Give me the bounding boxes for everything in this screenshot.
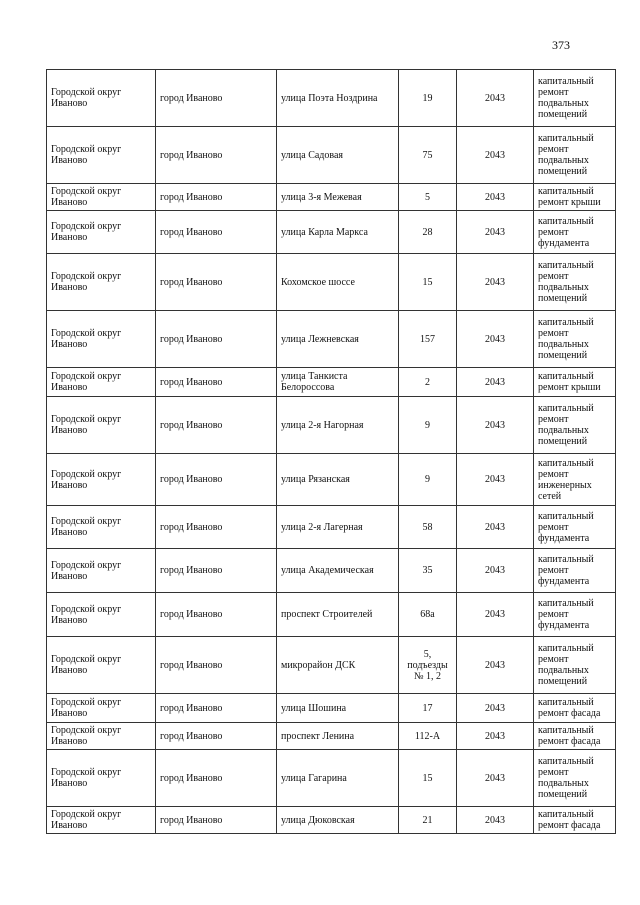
locality-cell: город Иваново [156, 694, 277, 723]
table-row [47, 454, 616, 506]
work-type-cell: капитальный ремонт фасада [534, 694, 616, 723]
municipality-cell: Городской округ Иваново [47, 70, 156, 127]
municipality-cell: Городской округ Иваново [47, 723, 156, 750]
house-number-cell: 17 [399, 694, 457, 723]
work-type-cell: капитальный ремонт подвальных помещений [534, 254, 616, 311]
street-cell: проспект Строителей [277, 593, 399, 637]
year-cell: 2043 [457, 70, 534, 127]
house-number-cell: 2 [399, 368, 457, 397]
street-cell: улица Танкиста Белороссова [277, 368, 399, 397]
year-cell: 2043 [457, 723, 534, 750]
work-type-cell: капитальный ремонт крыши [534, 184, 616, 211]
year-cell: 2043 [457, 750, 534, 807]
locality-cell: город Иваново [156, 807, 277, 834]
municipality-cell: Городской округ Иваново [47, 368, 156, 397]
work-type-cell: капитальный ремонт фундамента [534, 506, 616, 549]
municipality-cell: Городской округ Иваново [47, 694, 156, 723]
street-cell: микрорайон ДСК [277, 637, 399, 694]
municipality-cell: Городской округ Иваново [47, 549, 156, 593]
locality-cell: город Иваново [156, 368, 277, 397]
work-type-cell: капитальный ремонт инженерных сетей [534, 454, 616, 506]
year-cell: 2043 [457, 397, 534, 454]
buildings-table [46, 69, 616, 834]
municipality-cell: Городской округ Иваново [47, 637, 156, 694]
house-number-cell: 19 [399, 70, 457, 127]
work-type-cell: капитальный ремонт фундамента [534, 211, 616, 254]
house-number-cell: 5 [399, 184, 457, 211]
street-cell: проспект Ленина [277, 723, 399, 750]
house-number-cell: 35 [399, 549, 457, 593]
table-row [47, 723, 616, 750]
table-row [47, 254, 616, 311]
work-type-cell: капитальный ремонт подвальных помещений [534, 311, 616, 368]
work-type-cell: капитальный ремонт фасада [534, 723, 616, 750]
municipality-cell: Городской округ Иваново [47, 127, 156, 184]
table-body [47, 70, 616, 834]
work-type-cell: капитальный ремонт подвальных помещений [534, 397, 616, 454]
house-number-cell: 58 [399, 506, 457, 549]
year-cell: 2043 [457, 184, 534, 211]
municipality-cell: Городской округ Иваново [47, 750, 156, 807]
work-type-cell: капитальный ремонт подвальных помещений [534, 750, 616, 807]
street-cell: улица Академическая [277, 549, 399, 593]
municipality-cell: Городской округ Иваново [47, 397, 156, 454]
house-number-cell: 5, подъезды № 1, 2 [399, 637, 457, 694]
house-number-cell: 21 [399, 807, 457, 834]
year-cell: 2043 [457, 211, 534, 254]
street-cell: улица Лежневская [277, 311, 399, 368]
table-row [47, 184, 616, 211]
street-cell: улица Гагарина [277, 750, 399, 807]
work-type-cell: капитальный ремонт крыши [534, 368, 616, 397]
municipality-cell: Городской округ Иваново [47, 593, 156, 637]
year-cell: 2043 [457, 549, 534, 593]
house-number-cell: 75 [399, 127, 457, 184]
street-cell: улица Дюковская [277, 807, 399, 834]
year-cell: 2043 [457, 368, 534, 397]
house-number-cell: 15 [399, 254, 457, 311]
table-row [47, 397, 616, 454]
year-cell: 2043 [457, 593, 534, 637]
year-cell: 2043 [457, 454, 534, 506]
municipality-cell: Городской округ Иваново [47, 454, 156, 506]
year-cell: 2043 [457, 254, 534, 311]
locality-cell: город Иваново [156, 127, 277, 184]
table-row [47, 694, 616, 723]
locality-cell: город Иваново [156, 593, 277, 637]
street-cell: улица 2-я Нагорная [277, 397, 399, 454]
street-cell: улица Рязанская [277, 454, 399, 506]
work-type-cell: капитальный ремонт фундамента [534, 593, 616, 637]
work-type-cell: капитальный ремонт подвальных помещений [534, 127, 616, 184]
locality-cell: город Иваново [156, 254, 277, 311]
locality-cell: город Иваново [156, 184, 277, 211]
table-row [47, 311, 616, 368]
street-cell: улица 3-я Межевая [277, 184, 399, 211]
year-cell: 2043 [457, 506, 534, 549]
locality-cell: город Иваново [156, 549, 277, 593]
street-cell: улица Карла Маркса [277, 211, 399, 254]
house-number-cell: 28 [399, 211, 457, 254]
table-row [47, 637, 616, 694]
house-number-cell: 112-А [399, 723, 457, 750]
street-cell: улица Садовая [277, 127, 399, 184]
locality-cell: город Иваново [156, 311, 277, 368]
table-row [47, 368, 616, 397]
year-cell: 2043 [457, 127, 534, 184]
table-row [47, 593, 616, 637]
street-cell: улица 2-я Лагерная [277, 506, 399, 549]
street-cell: улица Поэта Ноздрина [277, 70, 399, 127]
table-row [47, 506, 616, 549]
locality-cell: город Иваново [156, 506, 277, 549]
table-row [47, 70, 616, 127]
year-cell: 2043 [457, 807, 534, 834]
locality-cell: город Иваново [156, 723, 277, 750]
work-type-cell: капитальный ремонт подвальных помещений [534, 70, 616, 127]
locality-cell: город Иваново [156, 397, 277, 454]
locality-cell: город Иваново [156, 454, 277, 506]
table-row [47, 127, 616, 184]
municipality-cell: Городской округ Иваново [47, 807, 156, 834]
work-type-cell: капитальный ремонт фасада [534, 807, 616, 834]
house-number-cell: 157 [399, 311, 457, 368]
municipality-cell: Городской округ Иваново [47, 311, 156, 368]
municipality-cell: Городской округ Иваново [47, 184, 156, 211]
table-row [47, 807, 616, 834]
page-number: 373 [552, 38, 570, 52]
work-type-cell: капитальный ремонт подвальных помещений [534, 637, 616, 694]
house-number-cell: 15 [399, 750, 457, 807]
table-row [47, 211, 616, 254]
year-cell: 2043 [457, 694, 534, 723]
table-row [47, 750, 616, 807]
year-cell: 2043 [457, 311, 534, 368]
municipality-cell: Городской округ Иваново [47, 506, 156, 549]
locality-cell: город Иваново [156, 70, 277, 127]
municipality-cell: Городской округ Иваново [47, 254, 156, 311]
locality-cell: город Иваново [156, 750, 277, 807]
locality-cell: город Иваново [156, 211, 277, 254]
house-number-cell: 9 [399, 397, 457, 454]
street-cell: Кохомское шоссе [277, 254, 399, 311]
municipality-cell: Городской округ Иваново [47, 211, 156, 254]
table-row [47, 549, 616, 593]
street-cell: улица Шошина [277, 694, 399, 723]
house-number-cell: 9 [399, 454, 457, 506]
locality-cell: город Иваново [156, 637, 277, 694]
house-number-cell: 68а [399, 593, 457, 637]
work-type-cell: капитальный ремонт фундамента [534, 549, 616, 593]
year-cell: 2043 [457, 637, 534, 694]
